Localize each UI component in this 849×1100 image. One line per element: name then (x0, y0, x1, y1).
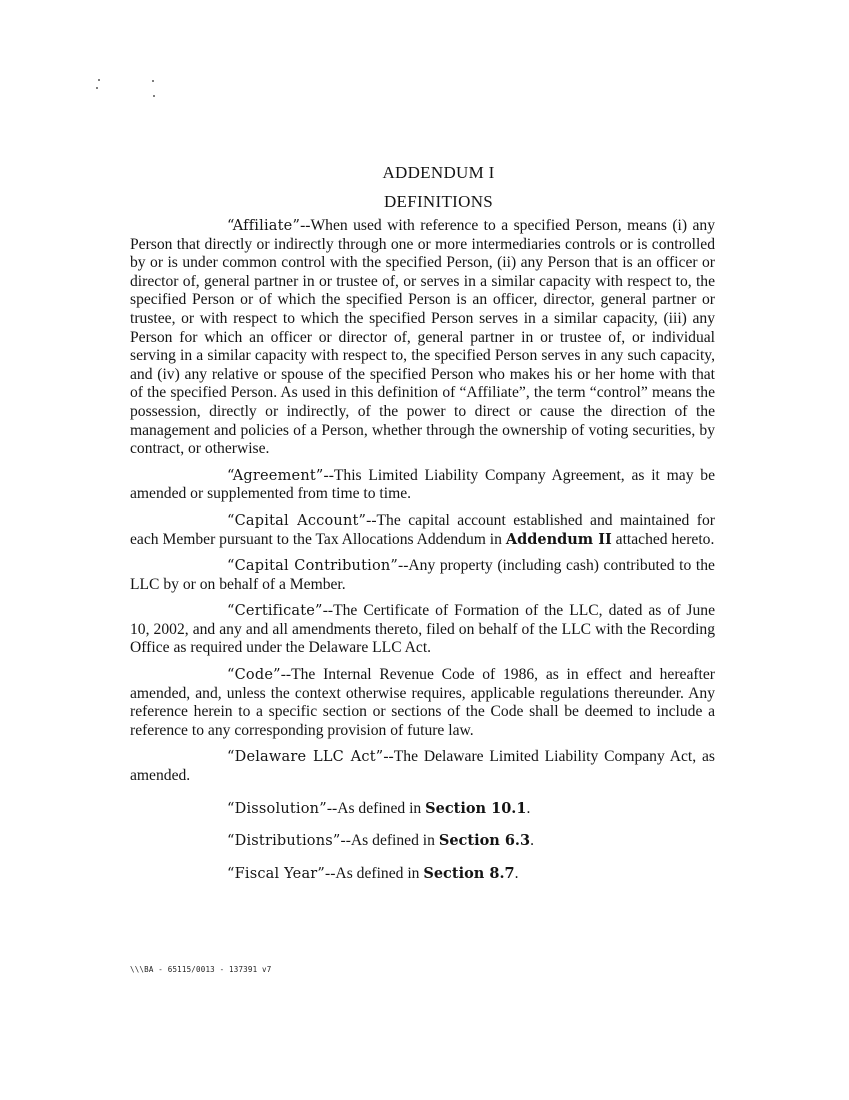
definition-text-after: . (526, 799, 531, 817)
definitions-heading: DEFINITIONS (383, 192, 494, 211)
definition-dissolution (130, 800, 715, 819)
definition-affiliate (130, 217, 715, 459)
definition-delaware-llc-act (130, 748, 715, 785)
definition-term: “Code” (227, 667, 281, 684)
definitions-list (130, 217, 715, 897)
definition-fiscal-year (130, 865, 715, 884)
definition-term: “Distributions” (227, 833, 341, 850)
definition-term: “Certificate” (227, 603, 323, 620)
definition-text: --The capital account established and maintained for each Member pursuant to the Tax Allocations Addendum in (130, 511, 715, 548)
definition-certificate (130, 602, 715, 658)
addendum-title: ADDENDUM I (382, 163, 495, 182)
definition-term: “Fiscal Year” (227, 865, 326, 882)
scan-speck (96, 87, 98, 89)
section-reference: Section 6.3 (438, 832, 531, 850)
addendum-reference: Addendum II (505, 530, 612, 548)
section-reference: Section 8.7 (423, 864, 515, 882)
scan-speck (98, 79, 100, 81)
scan-speck (152, 80, 154, 82)
definition-term: “Capital Contribution” (227, 558, 399, 575)
definition-text: --The Internal Revenue Code of 1986, as in effect and hereafter amended, and, unless the context otherwise requires, applicable regulations thereunder. Any reference herein to a specific section or sections of the Code shall be deemed to include a reference to any corresponding provision of future law. (130, 666, 715, 739)
definition-capital-account (130, 512, 715, 549)
definition-term: “Delaware LLC Act” (227, 749, 384, 766)
definition-text: --The Delaware Limited Liability Company Act, as amended. (130, 748, 715, 785)
definition-text-after: attached hereto. (611, 530, 715, 548)
definition-capital-contribution (130, 557, 715, 594)
definition-text-after: . (514, 864, 519, 882)
definition-text-after: . (530, 832, 534, 850)
definition-term: “Capital Account” (227, 512, 367, 529)
definition-distributions (130, 832, 715, 851)
definition-code (130, 666, 715, 740)
definition-agreement (130, 467, 715, 504)
document-id-footer: \\\BA - 65115/0013 - 137391 v7 (130, 965, 272, 974)
definition-text: --Any property (including cash) contributed to the LLC by or on behalf of a Member. (130, 557, 715, 593)
definition-text: --The Certificate of Formation of the LLC, dated as of June 10, 2002, and any and all amendments thereto, filed on behalf of the LLC with the Recording Office as required under the Delaware LLC Act. (130, 602, 715, 657)
definition-text: --This Limited Liability Company Agreement, as it may be amended or supplemented from time to time. (130, 466, 715, 503)
definition-term: “Affiliate” (227, 218, 301, 234)
definition-text: --When used with reference to a specified Person, means (i) any Person that directly or indirectly through one or more intermediaries controls or is controlled by or is under common control with the specified Person, (ii) any Person that is an officer or director of, general partner in or trustee of, or serves in a similar capacity with respect to, the specified Person or of which the specified Person is an officer, director, general partner or trustee, or with respect to which the specified Person serves in a similar capacity, (iii) any Person for which an officer or director of, general partner in or trustee of, or individual serving in a similar capacity with respect to, the specified Person serves in any such capacity, and (iv) any relative or spouse of the specified Person who makes his or her home with that of the specified Person. As used in this definition of “Affiliate”, the term “control” means the possession, directly or indirectly, of the power to direct or cause the direction of the management and policies of a Person, whether through the ownership of voting securities, by contract, or otherwise. (130, 217, 715, 458)
definition-text: --As defined in (325, 864, 424, 882)
definition-text: --As defined in (326, 799, 426, 817)
definition-term: “Dissolution” (227, 800, 327, 817)
section-reference: Section 10.1 (425, 799, 527, 817)
definition-term: “Agreement” (227, 467, 324, 484)
definition-text: --As defined in (340, 832, 439, 850)
scan-speck (153, 95, 155, 97)
